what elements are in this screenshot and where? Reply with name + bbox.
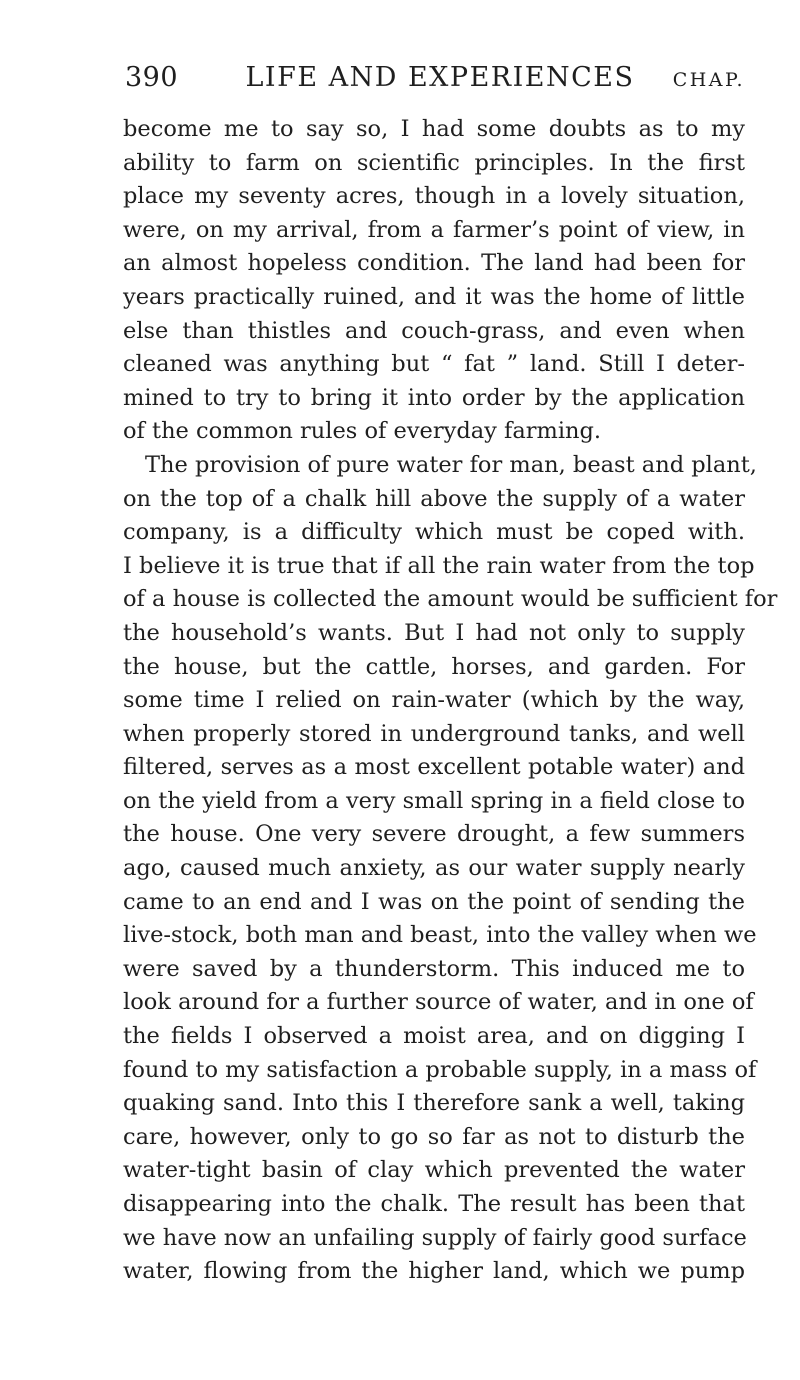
text-line: on the yield from a very small spring in a field close to: [123, 787, 745, 814]
text-line: become me to say so, I had some doubts as to my: [123, 116, 745, 142]
running-head: [125, 58, 745, 98]
text-line: ability to farm on scientific principles. In the first: [123, 149, 745, 176]
body-text: [123, 113, 778, 1289]
text-line: company, is a difficulty which must be coped with.: [123, 519, 745, 546]
text-line: I believe it is true that if all the rain water from the top: [123, 552, 755, 579]
text-line: the fields I observed a moist area, and on digging I: [123, 1023, 745, 1050]
chapter-abbreviation: CHAP.: [672, 69, 745, 91]
text-line: mined to try to bring it into order by the application: [123, 384, 745, 411]
text-line: were, on my arrival, from a farmer’s point of view, in: [123, 216, 745, 243]
text-line: place my seventy acres, though in a lovely situation,: [123, 183, 745, 210]
text-line: quaking sand. Into this I therefore sank a well, taking: [123, 1090, 745, 1117]
text-line: The provision of pure water for man, beast and plant,: [145, 451, 757, 478]
text-line: ago, caused much anxiety, as our water supply nearly: [123, 855, 745, 882]
text-line: else than thistles and couch-grass, and even when: [123, 317, 745, 344]
text-line: of the common rules of everyday farming.: [123, 418, 602, 445]
page-number: 390: [125, 62, 179, 93]
text-line: water-tight basin of clay which prevented the water: [123, 1157, 745, 1184]
text-line: when properly stored in underground tanks, and well: [123, 720, 745, 747]
text-line: the house, but the cattle, horses, and garden. For: [123, 653, 745, 680]
text-line: the house. One very severe drought, a few summers: [123, 821, 745, 848]
text-line: live-stock, both man and beast, into the valley when we: [123, 922, 757, 949]
text-line: were saved by a thunderstorm. This induced me to: [123, 955, 745, 982]
text-line: disappearing into the chalk. The result has been that: [123, 1191, 745, 1217]
text-line: of a house is collected the amount would be sufficient for: [123, 586, 778, 613]
text-line: cleaned was anything but “ fat ” land. Still I deter-: [123, 351, 745, 378]
text-line: the household’s wants. But I had not only to supply: [123, 619, 745, 646]
text-line: we have now an unfailing supply of fairly good surface: [123, 1224, 747, 1251]
text-line: came to an end and I was on the point of sending the: [123, 888, 745, 915]
text-line: on the top of a chalk hill above the supply of a water: [123, 485, 745, 512]
text-line: filtered, serves as a most excellent potable water) and: [123, 754, 745, 781]
text-line: water, flowing from the higher land, which we pump: [123, 1258, 745, 1285]
text-line: some time I relied on rain-water (which by the way,: [123, 687, 745, 714]
running-title: LIFE AND EXPERIENCES: [245, 62, 635, 93]
text-line: look around for a further source of water, and in one of: [123, 989, 754, 1016]
text-line: an almost hopeless condition. The land had been for: [123, 250, 745, 277]
text-line: years practically ruined, and it was the home of little: [123, 283, 745, 310]
text-line: found to my satisfaction a probable supply, in a mass of: [123, 1056, 757, 1083]
text-line: care, however, only to go so far as not to disturb the: [123, 1123, 745, 1150]
